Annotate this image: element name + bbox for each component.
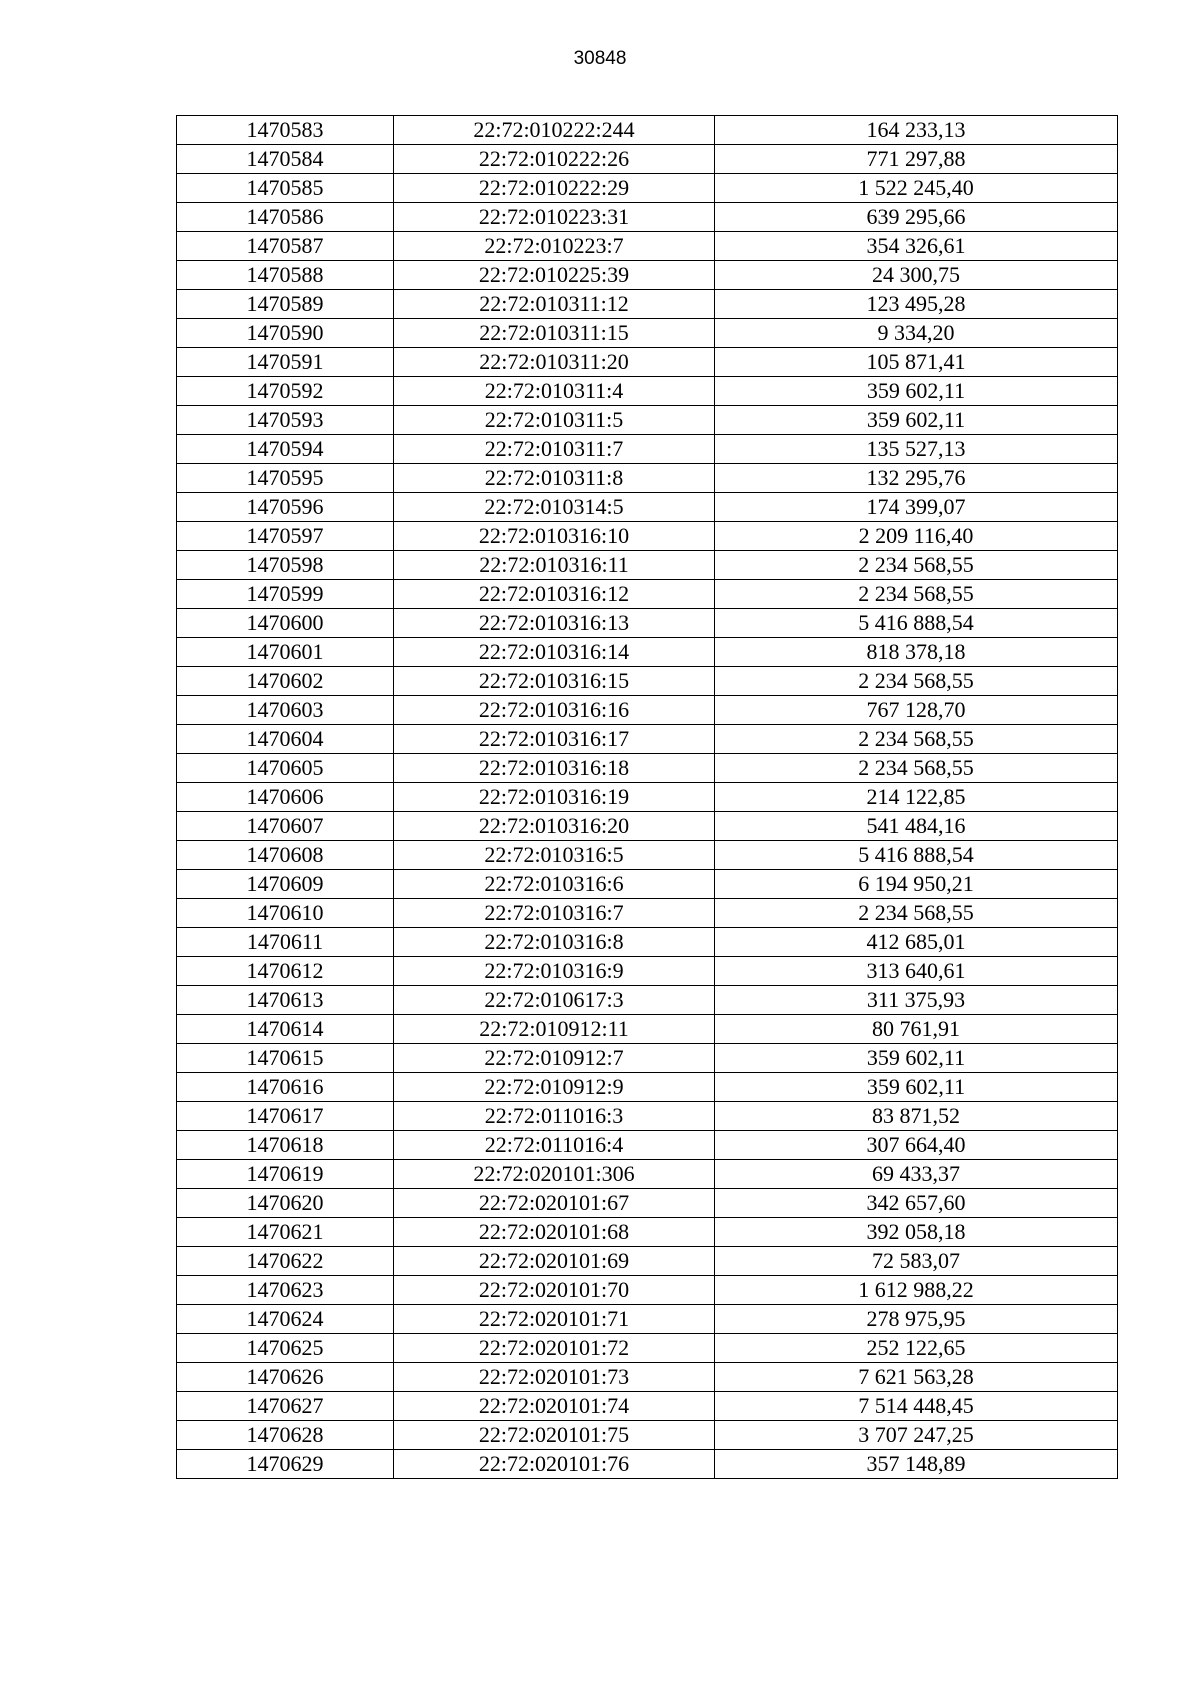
cadastral-number-cell: 22:72:010912:9 xyxy=(394,1073,715,1102)
table-body xyxy=(177,116,1118,1479)
row-id-cell: 1470606 xyxy=(177,783,394,812)
cadastral-number-cell: 22:72:020101:69 xyxy=(394,1247,715,1276)
cadastral-number-cell: 22:72:010316:10 xyxy=(394,522,715,551)
row-id-cell: 1470598 xyxy=(177,551,394,580)
table-row xyxy=(177,261,1118,290)
cadastral-number-cell: 22:72:010311:20 xyxy=(394,348,715,377)
value-cell: 174 399,07 xyxy=(715,493,1118,522)
value-cell: 359 602,11 xyxy=(715,406,1118,435)
cadastral-number-cell: 22:72:010316:5 xyxy=(394,841,715,870)
cadastral-number-cell: 22:72:010316:16 xyxy=(394,696,715,725)
table-row xyxy=(177,1305,1118,1334)
row-id-cell: 1470584 xyxy=(177,145,394,174)
cadastral-number-cell: 22:72:020101:75 xyxy=(394,1421,715,1450)
table-row xyxy=(177,667,1118,696)
value-cell: 2 234 568,55 xyxy=(715,725,1118,754)
value-cell: 3 707 247,25 xyxy=(715,1421,1118,1450)
row-id-cell: 1470600 xyxy=(177,609,394,638)
table-row xyxy=(177,1044,1118,1073)
value-cell: 2 209 116,40 xyxy=(715,522,1118,551)
row-id-cell: 1470603 xyxy=(177,696,394,725)
row-id-cell: 1470629 xyxy=(177,1450,394,1479)
cadastral-number-cell: 22:72:010316:6 xyxy=(394,870,715,899)
cadastral-number-cell: 22:72:010311:7 xyxy=(394,435,715,464)
row-id-cell: 1470588 xyxy=(177,261,394,290)
value-cell: 83 871,52 xyxy=(715,1102,1118,1131)
table-row xyxy=(177,116,1118,145)
row-id-cell: 1470613 xyxy=(177,986,394,1015)
page-number: 30848 xyxy=(573,48,627,69)
table-row xyxy=(177,928,1118,957)
cadastral-number-cell: 22:72:010316:19 xyxy=(394,783,715,812)
cadastral-number-cell: 22:72:010311:4 xyxy=(394,377,715,406)
table-row xyxy=(177,1363,1118,1392)
table-row xyxy=(177,841,1118,870)
row-id-cell: 1470596 xyxy=(177,493,394,522)
cadastral-number-cell: 22:72:010617:3 xyxy=(394,986,715,1015)
cadastral-number-cell: 22:72:010316:20 xyxy=(394,812,715,841)
table-row xyxy=(177,957,1118,986)
row-id-cell: 1470604 xyxy=(177,725,394,754)
table-row xyxy=(177,232,1118,261)
value-cell: 135 527,13 xyxy=(715,435,1118,464)
table-row xyxy=(177,1218,1118,1247)
row-id-cell: 1470590 xyxy=(177,319,394,348)
row-id-cell: 1470614 xyxy=(177,1015,394,1044)
value-cell: 6 194 950,21 xyxy=(715,870,1118,899)
table-row xyxy=(177,870,1118,899)
value-cell: 392 058,18 xyxy=(715,1218,1118,1247)
value-cell: 69 433,37 xyxy=(715,1160,1118,1189)
table-row xyxy=(177,522,1118,551)
value-cell: 105 871,41 xyxy=(715,348,1118,377)
table-row xyxy=(177,1160,1118,1189)
row-id-cell: 1470628 xyxy=(177,1421,394,1450)
table-row xyxy=(177,754,1118,783)
table-row xyxy=(177,348,1118,377)
value-cell: 2 234 568,55 xyxy=(715,580,1118,609)
row-id-cell: 1470599 xyxy=(177,580,394,609)
row-id-cell: 1470608 xyxy=(177,841,394,870)
cadastral-number-cell: 22:72:020101:71 xyxy=(394,1305,715,1334)
value-cell: 357 148,89 xyxy=(715,1450,1118,1479)
row-id-cell: 1470610 xyxy=(177,899,394,928)
cadastral-number-cell: 22:72:010222:244 xyxy=(394,116,715,145)
row-id-cell: 1470618 xyxy=(177,1131,394,1160)
table-row xyxy=(177,812,1118,841)
row-id-cell: 1470625 xyxy=(177,1334,394,1363)
table-row xyxy=(177,899,1118,928)
cadastral-number-cell: 22:72:011016:4 xyxy=(394,1131,715,1160)
cadastral-number-cell: 22:72:020101:70 xyxy=(394,1276,715,1305)
value-cell: 2 234 568,55 xyxy=(715,754,1118,783)
row-id-cell: 1470585 xyxy=(177,174,394,203)
row-id-cell: 1470615 xyxy=(177,1044,394,1073)
value-cell: 541 484,16 xyxy=(715,812,1118,841)
value-cell: 1 522 245,40 xyxy=(715,174,1118,203)
value-cell: 9 334,20 xyxy=(715,319,1118,348)
table-row xyxy=(177,609,1118,638)
table-row xyxy=(177,1189,1118,1218)
value-cell: 2 234 568,55 xyxy=(715,899,1118,928)
cadastral-number-cell: 22:72:010316:8 xyxy=(394,928,715,957)
table-row xyxy=(177,319,1118,348)
value-cell: 132 295,76 xyxy=(715,464,1118,493)
cadastral-number-cell: 22:72:010316:15 xyxy=(394,667,715,696)
table-row xyxy=(177,435,1118,464)
row-id-cell: 1470619 xyxy=(177,1160,394,1189)
table-row xyxy=(177,1421,1118,1450)
table-row xyxy=(177,1102,1118,1131)
cadastral-number-cell: 22:72:010222:29 xyxy=(394,174,715,203)
cadastral-number-cell: 22:72:010311:12 xyxy=(394,290,715,319)
cadastral-number-cell: 22:72:020101:72 xyxy=(394,1334,715,1363)
cadastral-number-cell: 22:72:020101:306 xyxy=(394,1160,715,1189)
value-cell: 252 122,65 xyxy=(715,1334,1118,1363)
value-cell: 123 495,28 xyxy=(715,290,1118,319)
cadastral-number-cell: 22:72:020101:73 xyxy=(394,1363,715,1392)
data-table xyxy=(176,115,1118,1479)
cadastral-number-cell: 22:72:010225:39 xyxy=(394,261,715,290)
value-cell: 771 297,88 xyxy=(715,145,1118,174)
table-row xyxy=(177,1334,1118,1363)
row-id-cell: 1470583 xyxy=(177,116,394,145)
row-id-cell: 1470594 xyxy=(177,435,394,464)
value-cell: 311 375,93 xyxy=(715,986,1118,1015)
cadastral-number-cell: 22:72:010316:11 xyxy=(394,551,715,580)
cadastral-number-cell: 22:72:010316:13 xyxy=(394,609,715,638)
value-cell: 307 664,40 xyxy=(715,1131,1118,1160)
row-id-cell: 1470605 xyxy=(177,754,394,783)
row-id-cell: 1470616 xyxy=(177,1073,394,1102)
table-row xyxy=(177,696,1118,725)
table-row xyxy=(177,1073,1118,1102)
row-id-cell: 1470601 xyxy=(177,638,394,667)
table-row xyxy=(177,638,1118,667)
value-cell: 359 602,11 xyxy=(715,1044,1118,1073)
row-id-cell: 1470612 xyxy=(177,957,394,986)
table-row xyxy=(177,203,1118,232)
table-row xyxy=(177,580,1118,609)
table-row xyxy=(177,1131,1118,1160)
value-cell: 359 602,11 xyxy=(715,1073,1118,1102)
row-id-cell: 1470611 xyxy=(177,928,394,957)
cadastral-number-cell: 22:72:020101:67 xyxy=(394,1189,715,1218)
value-cell: 72 583,07 xyxy=(715,1247,1118,1276)
table-row xyxy=(177,986,1118,1015)
cadastral-number-cell: 22:72:010311:8 xyxy=(394,464,715,493)
value-cell: 342 657,60 xyxy=(715,1189,1118,1218)
row-id-cell: 1470620 xyxy=(177,1189,394,1218)
table-row xyxy=(177,725,1118,754)
table-row xyxy=(177,377,1118,406)
table-row xyxy=(177,406,1118,435)
row-id-cell: 1470591 xyxy=(177,348,394,377)
value-cell: 80 761,91 xyxy=(715,1015,1118,1044)
row-id-cell: 1470586 xyxy=(177,203,394,232)
table-row xyxy=(177,493,1118,522)
cadastral-number-cell: 22:72:020101:76 xyxy=(394,1450,715,1479)
cadastral-number-cell: 22:72:020101:74 xyxy=(394,1392,715,1421)
value-cell: 2 234 568,55 xyxy=(715,551,1118,580)
value-cell: 412 685,01 xyxy=(715,928,1118,957)
row-id-cell: 1470623 xyxy=(177,1276,394,1305)
value-cell: 214 122,85 xyxy=(715,783,1118,812)
cadastral-number-cell: 22:72:010223:31 xyxy=(394,203,715,232)
value-cell: 359 602,11 xyxy=(715,377,1118,406)
row-id-cell: 1470617 xyxy=(177,1102,394,1131)
row-id-cell: 1470595 xyxy=(177,464,394,493)
table-row xyxy=(177,1015,1118,1044)
cadastral-number-cell: 22:72:010311:5 xyxy=(394,406,715,435)
row-id-cell: 1470609 xyxy=(177,870,394,899)
cadastral-number-cell: 22:72:010316:12 xyxy=(394,580,715,609)
row-id-cell: 1470602 xyxy=(177,667,394,696)
table-row xyxy=(177,783,1118,812)
row-id-cell: 1470627 xyxy=(177,1392,394,1421)
value-cell: 24 300,75 xyxy=(715,261,1118,290)
table-row xyxy=(177,1450,1118,1479)
row-id-cell: 1470597 xyxy=(177,522,394,551)
row-id-cell: 1470624 xyxy=(177,1305,394,1334)
table-row xyxy=(177,1276,1118,1305)
value-cell: 1 612 988,22 xyxy=(715,1276,1118,1305)
value-cell: 313 640,61 xyxy=(715,957,1118,986)
value-cell: 278 975,95 xyxy=(715,1305,1118,1334)
value-cell: 7 514 448,45 xyxy=(715,1392,1118,1421)
row-id-cell: 1470607 xyxy=(177,812,394,841)
cadastral-number-cell: 22:72:010316:7 xyxy=(394,899,715,928)
row-id-cell: 1470626 xyxy=(177,1363,394,1392)
cadastral-number-cell: 22:72:011016:3 xyxy=(394,1102,715,1131)
cadastral-number-cell: 22:72:020101:68 xyxy=(394,1218,715,1247)
row-id-cell: 1470589 xyxy=(177,290,394,319)
cadastral-number-cell: 22:72:010311:15 xyxy=(394,319,715,348)
value-cell: 5 416 888,54 xyxy=(715,609,1118,638)
table-row xyxy=(177,290,1118,319)
value-cell: 818 378,18 xyxy=(715,638,1118,667)
cadastral-number-cell: 22:72:010223:7 xyxy=(394,232,715,261)
value-cell: 5 416 888,54 xyxy=(715,841,1118,870)
cadastral-number-cell: 22:72:010222:26 xyxy=(394,145,715,174)
table-row xyxy=(177,551,1118,580)
cadastral-number-cell: 22:72:010912:7 xyxy=(394,1044,715,1073)
value-cell: 639 295,66 xyxy=(715,203,1118,232)
table-row xyxy=(177,1392,1118,1421)
value-cell: 354 326,61 xyxy=(715,232,1118,261)
table-row xyxy=(177,464,1118,493)
table-row xyxy=(177,174,1118,203)
table-row xyxy=(177,145,1118,174)
cadastral-number-cell: 22:72:010316:9 xyxy=(394,957,715,986)
value-cell: 7 621 563,28 xyxy=(715,1363,1118,1392)
row-id-cell: 1470587 xyxy=(177,232,394,261)
cadastral-number-cell: 22:72:010314:5 xyxy=(394,493,715,522)
cadastral-number-cell: 22:72:010316:14 xyxy=(394,638,715,667)
row-id-cell: 1470592 xyxy=(177,377,394,406)
value-cell: 164 233,13 xyxy=(715,116,1118,145)
row-id-cell: 1470622 xyxy=(177,1247,394,1276)
row-id-cell: 1470593 xyxy=(177,406,394,435)
cadastral-number-cell: 22:72:010912:11 xyxy=(394,1015,715,1044)
cadastral-number-cell: 22:72:010316:17 xyxy=(394,725,715,754)
table-row xyxy=(177,1247,1118,1276)
value-cell: 767 128,70 xyxy=(715,696,1118,725)
value-cell: 2 234 568,55 xyxy=(715,667,1118,696)
row-id-cell: 1470621 xyxy=(177,1218,394,1247)
cadastral-number-cell: 22:72:010316:18 xyxy=(394,754,715,783)
